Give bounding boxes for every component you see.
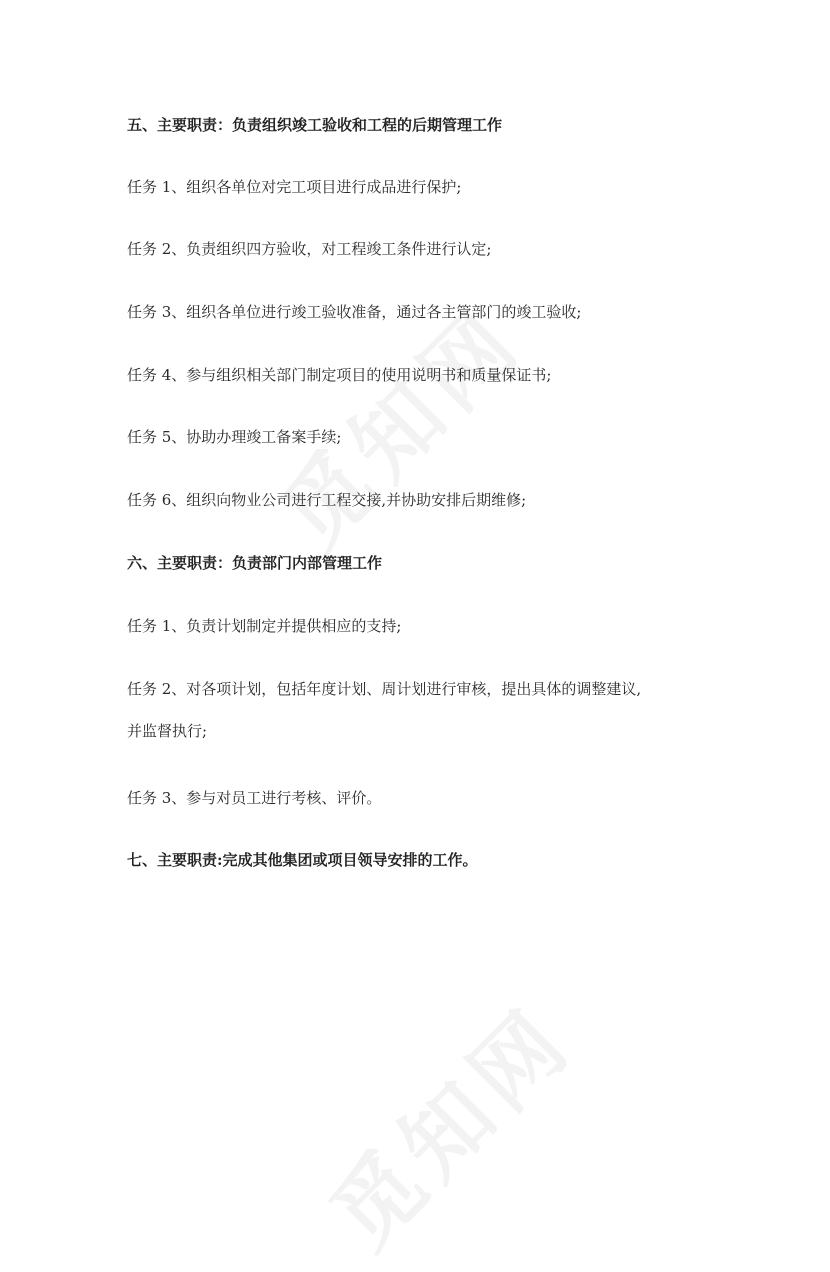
task-line: 任务 3、组织各单位进行竣工验收准备，通过各主管部门的竣工验收; [127, 303, 582, 321]
task-line: 任务 6、组织向物业公司进行工程交接,并协助安排后期维修; [127, 491, 527, 509]
task-line-continuation: 并监督执行; [127, 722, 208, 740]
task-line: 任务 2、对各项计划，包括年度计划、周计划进行审核，提出具体的调整建议, [127, 680, 642, 698]
task-line: 任务 2、负责组织四方验收，对工程竣工条件进行认定; [127, 240, 492, 258]
task-line: 任务 3、参与对员工进行考核、评价。 [127, 789, 382, 807]
section-heading-5: 五、主要职责：负责组织竣工验收和工程的后期管理工作 [127, 116, 503, 134]
task-line: 任务 1、组织各单位对完工项目进行成品进行保护; [127, 178, 462, 196]
section-heading-7: 七、主要职责:完成其他集团或项目领导安排的工作。 [127, 851, 478, 869]
task-line: 任务 1、负责计划制定并提供相应的支持; [127, 617, 402, 635]
task-line: 任务 4、参与组织相关部门制定项目的使用说明书和质量保证书; [127, 366, 552, 384]
task-line: 任务 5、协助办理竣工备案手续; [127, 428, 342, 446]
section-heading-6: 六、主要职责：负责部门内部管理工作 [127, 554, 383, 572]
watermark [299, 975, 596, 1272]
